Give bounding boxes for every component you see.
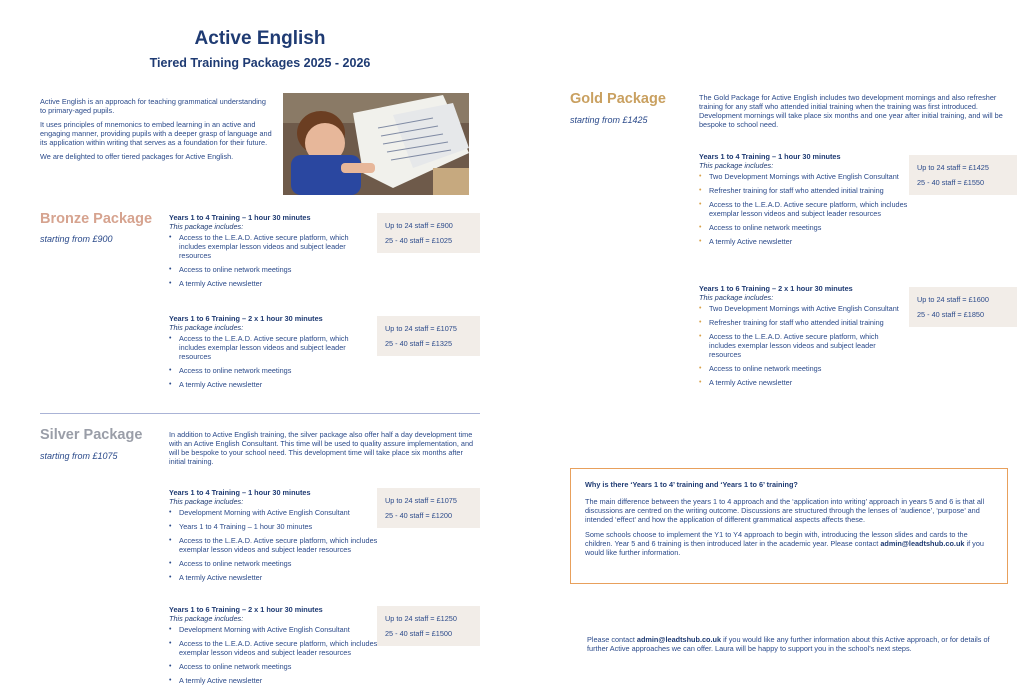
- list-item: • Access to online network meetings: [699, 364, 905, 373]
- price-row: 25 - 40 staff = £1200: [385, 511, 453, 520]
- price-row: Up to 24 staff = £1425: [917, 163, 989, 172]
- faq-text: if you would like further information.: [585, 539, 984, 557]
- bronze-package-start: starting from £900: [40, 234, 113, 244]
- gold-y6-section: [699, 284, 905, 392]
- list-item: • A termly Active newsletter: [169, 279, 359, 288]
- bronze-package-title: Bronze Package: [40, 211, 153, 227]
- section-includes: This package includes:: [169, 323, 244, 332]
- price-row: 25 - 40 staff = £1025: [385, 236, 453, 245]
- intro-paragraph: We are delighted to offer tiered packages for Active English.: [40, 152, 234, 161]
- silver-y4-price-box: [377, 488, 480, 528]
- price-row: 25 - 40 staff = £1850: [917, 310, 985, 319]
- gold-package-start: starting from £1425: [570, 115, 648, 125]
- intro-text: [40, 97, 272, 166]
- list-item: • A termly Active newsletter: [699, 237, 929, 246]
- list-item: • Access to online network meetings: [169, 366, 359, 375]
- list-item: • Years 1 to 4 Training – 1 hour 30 minutes: [169, 522, 397, 531]
- section-heading: Years 1 to 6 Training – 2 x 1 hour 30 minutes: [169, 314, 323, 323]
- list-item: • Access to the L.E.A.D. Active secure platform, which includes exemplar lesson videos and subject leader resources: [169, 536, 397, 554]
- contact-email-link[interactable]: admin@leadtshub.co.uk: [880, 539, 965, 548]
- gold-y6-price-box: [909, 287, 1017, 327]
- list-item: • A termly Active newsletter: [169, 380, 359, 389]
- list-item: • Access to online network meetings: [169, 662, 397, 671]
- list-item: • Two Development Mornings with Active English Consultant: [699, 304, 905, 313]
- bronze-y6-section: [169, 314, 359, 394]
- price-row: Up to 24 staff = £1250: [385, 614, 457, 623]
- silver-y6-price-box: [377, 606, 480, 646]
- silver-package-title: Silver Package: [40, 427, 143, 443]
- price-row: Up to 24 staff = £900: [385, 221, 453, 230]
- list-item: • Two Development Mornings with Active English Consultant: [699, 172, 929, 181]
- gold-y4-price-box: [909, 155, 1017, 195]
- price-row: Up to 24 staff = £1075: [385, 324, 457, 333]
- section-includes: This package includes:: [169, 497, 244, 506]
- silver-description: In addition to Active English training, the silver package also offer half a day development time with an Active English Consultant. This time will be used to quality assure implementation, and will be bespoke to your school need. This development time will take place six months after initial training.: [169, 430, 474, 466]
- list-item: • A termly Active newsletter: [169, 573, 397, 582]
- list-item: • Access to online network meetings: [699, 223, 929, 232]
- silver-y4-section: [169, 488, 397, 587]
- bronze-y4-price-box: [377, 213, 480, 253]
- section-includes: This package includes:: [699, 161, 774, 170]
- list-item: • Access to the L.E.A.D. Active secure platform, which includes exemplar lesson videos and subject leader resources: [699, 332, 905, 359]
- price-row: Up to 24 staff = £1600: [917, 295, 989, 304]
- list-item: • A termly Active newsletter: [169, 676, 397, 685]
- faq-paragraph: The main difference between the years 1 to 4 approach and the ‘application into writing’ approach in years 5 and 6 is that all discussions are centred on the writing outcome. Discussions are structured through the lenses of ‘audience’, ‘purpose’ and intended ‘effect’ and how the application of different grammatical aspects affects these.: [585, 497, 985, 524]
- intro-paragraph: Active English is an approach for teaching grammatical understanding to primary-aged pupils.: [40, 97, 266, 115]
- list-item: • Refresher training for staff who attended initial training: [699, 186, 929, 195]
- section-includes: This package includes:: [169, 614, 244, 623]
- section-includes: This package includes:: [169, 222, 244, 231]
- section-heading: Years 1 to 6 Training – 2 x 1 hour 30 minutes: [699, 284, 853, 293]
- list-item: • Access to online network meetings: [169, 559, 397, 568]
- section-includes: This package includes:: [699, 293, 774, 302]
- price-row: Up to 24 staff = £1075: [385, 496, 457, 505]
- section-heading: Years 1 to 4 Training – 1 hour 30 minutes: [699, 152, 841, 161]
- faq-paragraph: [585, 530, 993, 557]
- list-item: • Access to online network meetings: [169, 265, 359, 274]
- pupil-writing-photo: [283, 93, 469, 195]
- list-item: • Access to the L.E.A.D. Active secure platform, which includes exemplar lesson videos and subject leader resources: [169, 639, 397, 657]
- list-item: • Access to the L.E.A.D. Active secure platform, which includes exemplar lesson videos and subject leader resources: [169, 233, 359, 260]
- intro-paragraph: It uses principles of mnemonics to embed learning in an active and engaging manner, providing pupils with a deeper grasp of language and its application within writing that serves as a foundation for their future.: [40, 120, 272, 147]
- faq-box: [570, 468, 1008, 584]
- footer-email-link[interactable]: admin@leadtshub.co.uk: [636, 635, 722, 644]
- list-item: • Development Morning with Active English Consultant: [169, 625, 397, 634]
- price-row: 25 - 40 staff = £1550: [917, 178, 985, 187]
- silver-y6-section: [169, 605, 397, 690]
- page-subtitle: Tiered Training Packages 2025 - 2026: [149, 56, 371, 70]
- silver-package-start: starting from £1075: [40, 451, 118, 461]
- page-title: Active English: [194, 28, 326, 49]
- footer-contact: [587, 635, 1007, 653]
- faq-heading: Why is there ‘Years 1 to 4’ training and ‘Years 1 to 6’ training?: [585, 480, 798, 489]
- list-item: • Access to the L.E.A.D. Active secure platform, which includes exemplar lesson videos and subject leader resources: [169, 334, 359, 361]
- list-item: • A termly Active newsletter: [699, 378, 905, 387]
- section-heading: Years 1 to 6 Training – 2 x 1 hour 30 minutes: [169, 605, 323, 614]
- list-item: • Access to the L.E.A.D. Active secure platform, which includes exemplar lesson videos and subject leader resources: [699, 200, 929, 218]
- section-heading: Years 1 to 4 Training – 1 hour 30 minutes: [169, 213, 311, 222]
- list-item: • Refresher training for staff who attended initial training: [699, 318, 905, 327]
- footer-text: if you would like any further information about this Active approach, or for details of further Active approaches we can offer. Laura will be happy to support you in the school’s next steps.: [587, 635, 990, 653]
- bronze-y4-section: [169, 213, 359, 293]
- section-heading: Years 1 to 4 Training – 1 hour 30 minutes: [169, 488, 311, 497]
- price-row: 25 - 40 staff = £1325: [385, 339, 453, 348]
- gold-package-title: Gold Package: [570, 91, 666, 107]
- divider: [40, 413, 480, 414]
- list-item: • Development Morning with Active English Consultant: [169, 508, 397, 517]
- gold-description: The Gold Package for Active English includes two development mornings and also refresher training for any staff who attended initial training when the training was first introduced. Development mornings will take place six months and one year after initial training, and will be bespoke to school need.: [699, 93, 1003, 129]
- price-row: 25 - 40 staff = £1500: [385, 629, 453, 638]
- footer-text: Please contact: [587, 635, 637, 644]
- gold-y4-section: [699, 152, 929, 251]
- faq-text: Some schools choose to implement the Y1 to Y4 approach to begin with, introducing the lesson slides and cards to the children. Year 5 and 6 training is then introduced later in the academic year. Please contact: [585, 530, 968, 548]
- bronze-y6-price-box: [377, 316, 480, 356]
